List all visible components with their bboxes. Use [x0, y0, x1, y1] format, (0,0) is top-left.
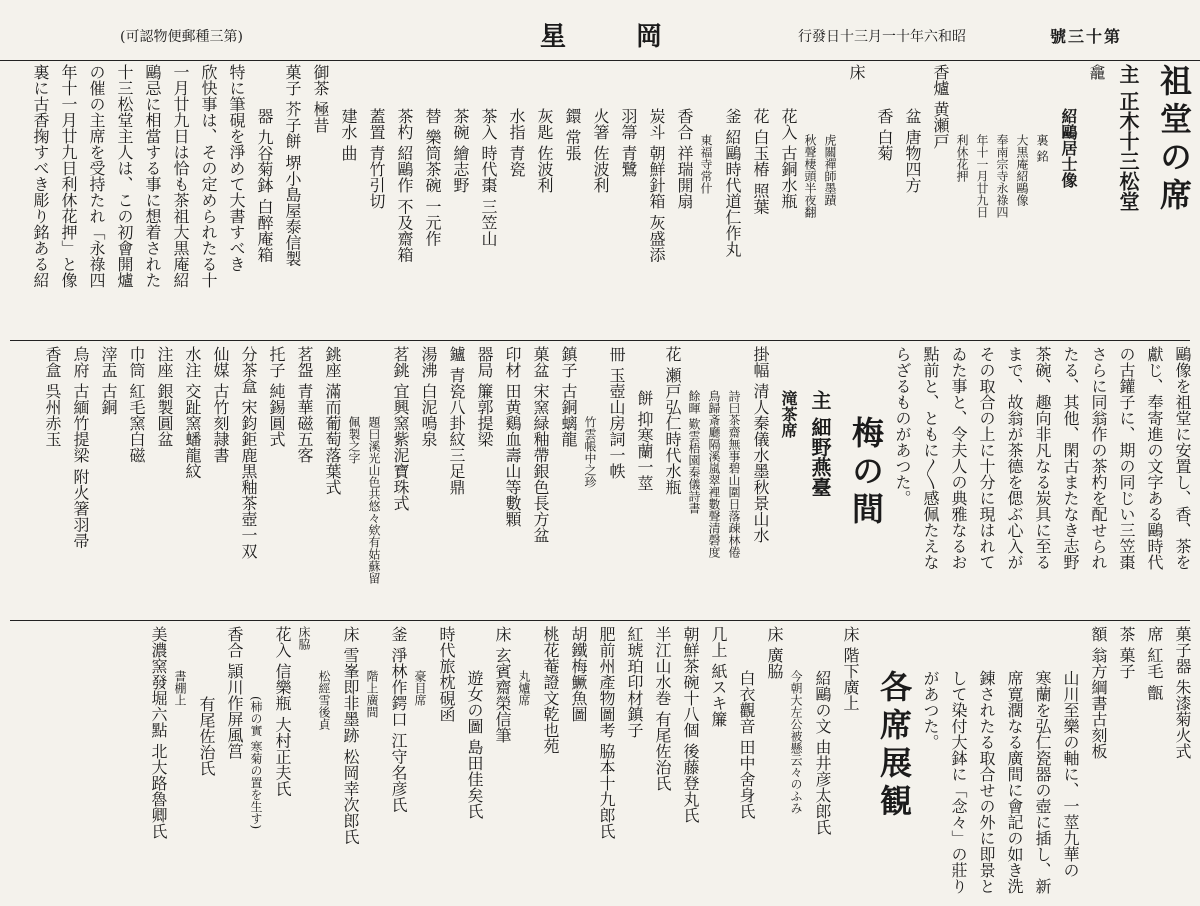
masthead [0, 0, 1200, 61]
host-name: 主 細野燕臺 [808, 390, 832, 497]
text-column: 分茶盒 宋鈞鉅鹿黒釉茶壺一双 [239, 346, 258, 560]
text-column: 花 白玉椿 照葉 [751, 108, 770, 215]
text-column: の催の主席を受持たれ「永祿四 [87, 64, 106, 288]
text-column: 題曰溪光山色共悠々欸有姑蘇留 [367, 416, 381, 584]
section-heading: 各席展観 [875, 670, 913, 822]
text-column: 大黒庵紹鷗像 [1015, 134, 1029, 206]
text-column: 茶 菓子 [1117, 626, 1136, 680]
text-column: 鎮子 古銅螭龍 [559, 346, 578, 448]
text-column: 床 [847, 64, 866, 80]
text-column: 茗銚 宜興窯紫泥寶珠式 [391, 346, 410, 512]
text-column: 階上廣間 [365, 670, 379, 718]
text-column: 裏に古香掬すべき彫り銘ある紹 [31, 64, 50, 288]
text-column: 湯沸 白泥鳴泉 [419, 346, 438, 448]
text-column: 銚座 滿而葡萄落葉式 [323, 346, 342, 496]
text-column: 席寛濶なる廣間に會記の如き洗 [1005, 670, 1024, 894]
text-column: 花入 信樂瓶 大村正夫氏 [273, 626, 292, 797]
text-column: 茗盌 青華磁五客 [295, 346, 314, 464]
text-column: 點前と、ともに〳〵感佩たえな [921, 346, 940, 570]
text-column: 額 翁方綱書古刻板 [1089, 626, 1108, 760]
text-column: 紹鷗居士像 [1059, 108, 1078, 188]
section-heading: 祖堂の席 [1155, 64, 1193, 216]
text-column: 書棚上 [173, 670, 187, 706]
text-column: 器局 簾郭提梁 [475, 346, 494, 448]
text-column: 床 雪峯即非墨跡 松岡幸次郎氏 [341, 626, 360, 845]
text-column: 鷗像を祖堂に安置し、香、茶を [1173, 346, 1192, 570]
text-column: 一月廿九日は恰も茶祖大黒庵紹 [171, 64, 190, 288]
text-column: 香爐 黄瀬戸 [931, 64, 950, 150]
text-column: 詩曰茶齋無事碧山圍日落疎林倦 [727, 390, 741, 558]
text-column: 羽箒 青鷺 [619, 108, 638, 178]
text-column: 香 白菊 [875, 108, 894, 162]
text-column: 花入 古銅水瓶 [779, 108, 798, 210]
text-column: 巾筒 紅毛窯白磁 [127, 346, 146, 464]
text-column: 龕 [1087, 64, 1106, 80]
text-column: があつた。 [921, 670, 940, 750]
text-column: 利休花押 [955, 134, 969, 182]
text-column: して染付大鉢に「念々」の莊り [949, 670, 968, 894]
text-column: 餅 抑寒蘭一莖 [635, 390, 654, 492]
text-column: 香合 祥瑞開扇 [675, 108, 694, 210]
text-column: 灰匙 佐波利 [535, 108, 554, 194]
text-column: 肥前州產物圖考 脇本十九郎氏 [597, 626, 616, 840]
text-column: 松經雪後貞 [317, 670, 331, 730]
text-column: 紅琥珀印材鎮子 [625, 626, 644, 738]
text-column: 美濃窯發堀六點 北大路魯卿氏 [149, 626, 168, 840]
text-column: 東福寺常什 [699, 134, 713, 194]
text-column: 時代旅枕硯函 [437, 626, 456, 722]
text-column: 水注 交趾窯蟠龍紋 [183, 346, 202, 480]
text-column: 有尾佐治氏 [197, 696, 216, 776]
soudo-no-seki-section [10, 64, 1193, 336]
section-divider [10, 620, 1190, 621]
text-column: その取合の上に十分に現はれて [977, 346, 996, 570]
issue-number: 號三十第 [1050, 27, 1123, 46]
text-column: たる、其他、閑古またなき志野 [1061, 346, 1080, 570]
text-column: 香合 頴川作屏風筥 [225, 626, 244, 760]
text-column: 朝鮮茶碗十八個 後藤登丸氏 [681, 626, 700, 824]
text-column: 欣快事は、その定められたる十 [199, 64, 218, 288]
postal-permit-note: (可認物便郵種三第) [120, 29, 243, 45]
text-column: 仙媒 古竹刻隷書 [211, 346, 230, 464]
text-column: 建水 曲 [339, 108, 358, 162]
text-column: 丸爐席 [517, 670, 531, 706]
text-column: 十三松堂主人は、この初會開爐 [115, 64, 134, 288]
text-column: (柿の實 寒菊の置を生す) [249, 696, 263, 830]
text-column: 床 玄賓齋榮信筆 [493, 626, 512, 744]
text-column: 奉南宗寺永祿四 [995, 134, 1009, 218]
text-column: 炭斗 朝鮮針箱 灰盛添 [647, 108, 666, 263]
text-column: 裏 銘 [1035, 134, 1049, 162]
text-column: 盆 唐物四方 [903, 108, 922, 194]
kakuseki-tenkan-section [10, 626, 1190, 900]
text-column: 花 瀬戸弘仁時代水瓶 [663, 346, 682, 496]
text-column: 香盒 呉州赤玉 [43, 346, 62, 448]
text-column: の古鑵子に、期の同じい三笠棗 [1117, 346, 1136, 570]
text-column: 山川至樂の軸に、一莖九華の [1061, 670, 1080, 878]
section-divider [10, 340, 1190, 341]
text-column: 几上 紙スキ簾 [709, 626, 728, 728]
text-column: 年十一月廿九日 [975, 134, 989, 218]
text-column: 茶杓 紹鷗作 不及齋箱 [395, 108, 414, 263]
text-column: 茶碗 繪志野 [451, 108, 470, 194]
text-column: 竹雲帳中之珍 [583, 416, 597, 488]
text-column: 茶入 時代棗 三笠山 [479, 108, 498, 247]
text-column: 桃花菴證文乾也苑 [541, 626, 560, 754]
text-column: 今朝大左公被懸云々のふみ [789, 670, 803, 814]
text-column: 紹鷗の文 由井彦太郎氏 [813, 670, 832, 836]
text-column: 火箸 佐波利 [591, 108, 610, 194]
text-column: 釜 淨林作鍔口 江守名彦氏 [389, 626, 408, 813]
ume-no-ma-section [10, 346, 1190, 616]
text-column: まで、故翁が茶德を偲ぶ心入が [1005, 346, 1024, 570]
text-column: 虎關禪師墨蹟 [823, 134, 837, 206]
text-column: 寒蘭を弘仁瓷器の壺に插し、新 [1033, 670, 1052, 894]
text-column: 鑪 青瓷八卦紋三足鼎 [447, 346, 466, 496]
text-column: 滝茶席 [779, 390, 798, 438]
text-column: さらに同翁作の茶杓を配せられ [1089, 346, 1108, 570]
text-column: 替 樂筒茶碗 一元作 [423, 108, 442, 247]
text-column: 茶碗、趣向非凡なる炭具に至る [1033, 346, 1052, 570]
text-column: ゐた事と、令夫人の典雅なるお [949, 346, 968, 570]
text-column: 鐶 常張 [563, 108, 582, 162]
newspaper-title: 星岡 [540, 22, 733, 52]
text-column: 水指 青瓷 [507, 108, 526, 178]
text-column: 獻じ、奉寄進の文字ある鷗時代 [1145, 346, 1164, 570]
text-column: 鳥歸斎廳隔溪嵐翠裡數聲清磬度 [707, 390, 721, 558]
text-column: 冊 玉壺山房詞一帙 [607, 346, 626, 480]
text-column: 床脇 [297, 626, 311, 650]
text-column: 器 九谷菊鉢 白醉庵箱 [255, 108, 274, 263]
text-column: 釜 紹鷗時代道仁作丸 [723, 108, 742, 258]
text-column: 注座 銀製圓盆 [155, 346, 174, 448]
text-column: 年十一月廿九日利休花押」と像 [59, 64, 78, 288]
text-column: 遊女の圖 島田佳矣氏 [465, 670, 484, 820]
text-column: 鷗忌に相當する事に想着された [143, 64, 162, 288]
text-column: らざるものがあつた。 [893, 346, 912, 506]
text-column: 床 階下廣上 [841, 626, 860, 712]
text-column: 烏府 古緬竹提梁 附火箸羽帚 [71, 346, 90, 549]
text-column: 菓子器 朱漆菊火式 [1173, 626, 1192, 760]
text-column: 豪目席 [413, 670, 427, 706]
text-column: 掛幅 清人秦儀水墨秋景山水 [751, 346, 770, 544]
section-heading: 梅の間 [847, 416, 885, 530]
text-column: 托子 純錫圓式 [267, 346, 286, 448]
text-column: 御茶 極昔 [311, 64, 330, 134]
text-column: 白衣觀音 田中舍身氏 [737, 670, 756, 820]
publication-date: 行發日十三月一十年六和昭 [798, 29, 966, 45]
text-column: 菓盆 宋窯緑釉帶銀色長方盆 [531, 346, 550, 544]
text-column: 特に筆硯を淨めて大書すべき [227, 64, 246, 272]
text-column: 菓子 芥子餅 堺小島屋泰信製 [283, 64, 302, 267]
text-column: 胡鐵梅鱖魚圖 [569, 626, 588, 722]
text-column: 床 廣脇 [765, 626, 784, 680]
host-name: 主 正木十三松堂 [1116, 64, 1140, 211]
text-column: 席 紅毛 甑 [1145, 626, 1164, 701]
text-column: 秋聲棲頭半夜翻 [803, 134, 817, 218]
text-column: 滓盂 古銅 [99, 346, 118, 416]
text-column: 蓋置 青竹引切 [367, 108, 386, 210]
text-column: 半江山水巻 有尾佐治氏 [653, 626, 672, 792]
text-column: 餘暉 歎雲梧園秦儀詩書 [687, 390, 701, 514]
text-column: 印材 田黄鷄血壽山等數顆 [503, 346, 522, 528]
text-column: 錬されたる取合せの外に即景と [977, 670, 996, 894]
text-column: 佩製之字 [347, 416, 361, 464]
